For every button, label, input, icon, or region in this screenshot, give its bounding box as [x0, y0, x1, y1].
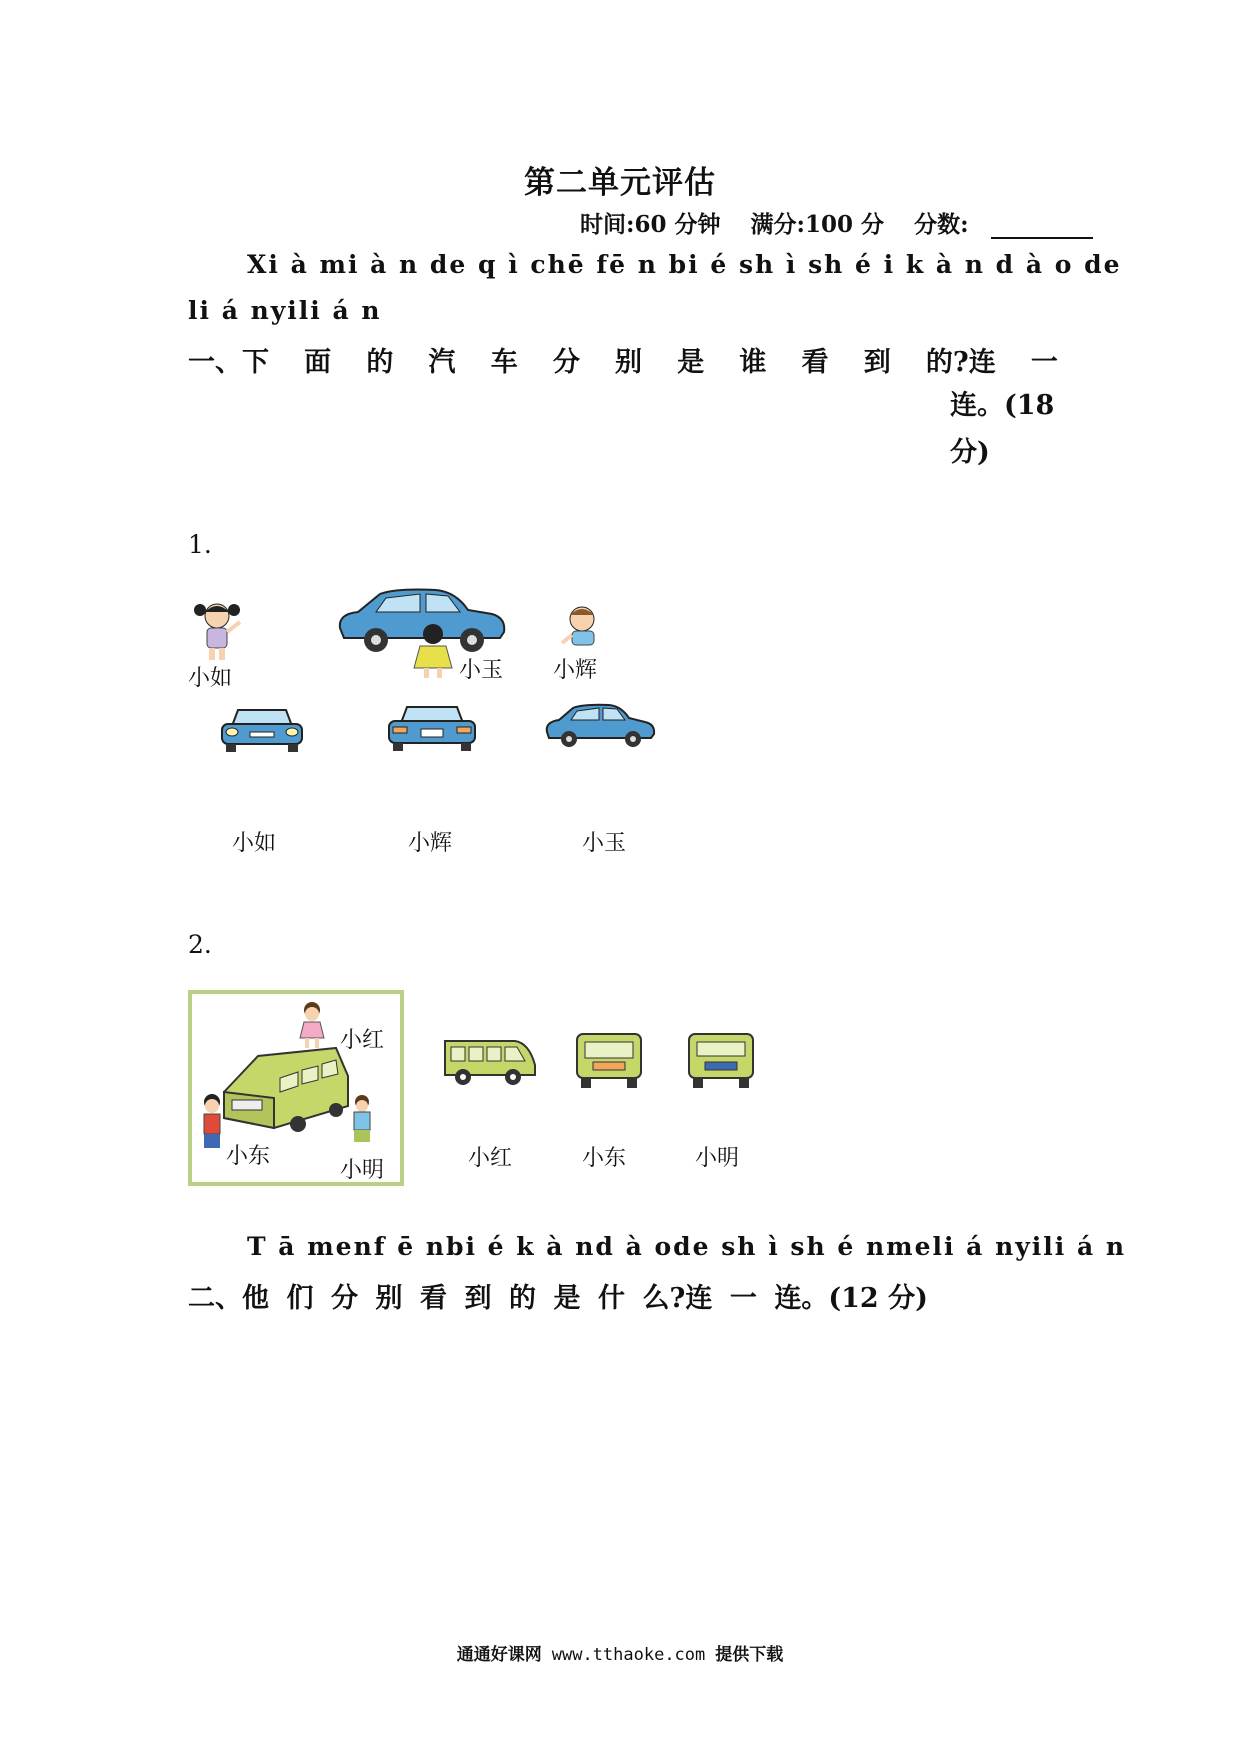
girl-xiaoru-illustration — [188, 600, 248, 662]
footer-suffix: 提供下载 — [715, 1645, 784, 1665]
car-front-view-illustration — [218, 706, 306, 754]
answer-label: 小玉 — [582, 831, 627, 856]
answer-label: 小红 — [468, 1146, 513, 1171]
boy-xiaohui-illustration — [558, 603, 604, 647]
footer — [0, 1640, 1240, 1665]
car-side-view-illustration — [543, 704, 657, 750]
item1-number: 1. — [188, 530, 212, 559]
section2-pinyin: T ā menf ē nbi é k à nd à ode sh ì sh é nmeli á nyili á n — [247, 1232, 1127, 1261]
section1-question-cont2: 分) — [950, 437, 990, 468]
section1-question-cont: 连。(18 — [950, 390, 1055, 421]
section1-pinyin: Xi à mi à n de q ì chē fē n bi é sh ì sh é i k à n d à o de — [247, 250, 1122, 279]
person-label: 小东 — [226, 1144, 271, 1169]
car-rear-view-illustration — [385, 703, 479, 753]
section1-question: 一、下 面 的 汽 车 分 别 是 谁 看 到 的?连 一 — [188, 347, 1058, 378]
bus-front-view-illustration — [573, 1030, 645, 1090]
person-label: 小红 — [340, 1028, 385, 1053]
person-label: 小玉 — [459, 658, 504, 683]
section2-question: 二、他 们 分 别 看 到 的 是 什 么?连 一 连。(12 分) — [188, 1283, 928, 1314]
footer-url-link[interactable]: www.tthaoke.com — [551, 1645, 706, 1665]
answer-label: 小辉 — [408, 831, 453, 856]
answer-label: 小如 — [232, 831, 277, 856]
page-title: 第二单元评估 — [524, 165, 716, 201]
bus-rear-view-illustration — [685, 1030, 757, 1090]
bus-side-view-illustration — [443, 1035, 539, 1091]
person-label: 小明 — [340, 1158, 385, 1183]
item2-number: 2. — [188, 930, 212, 959]
full-score: 满分:100 分 — [750, 211, 885, 238]
section1-pinyin-cont: li á nyili á n — [188, 296, 382, 325]
score-label: 分数: — [914, 211, 969, 238]
person-label: 小如 — [188, 666, 233, 691]
person-label: 小辉 — [553, 658, 598, 683]
footer-site-name: 通通好课网 — [456, 1645, 542, 1665]
time-limit: 时间:60 分钟 — [580, 211, 721, 238]
girl-xiaoyu-illustration — [410, 624, 456, 682]
exam-meta — [580, 206, 1093, 239]
answer-label: 小明 — [695, 1146, 740, 1171]
score-blank[interactable] — [991, 215, 1093, 239]
answer-label: 小东 — [582, 1146, 627, 1171]
